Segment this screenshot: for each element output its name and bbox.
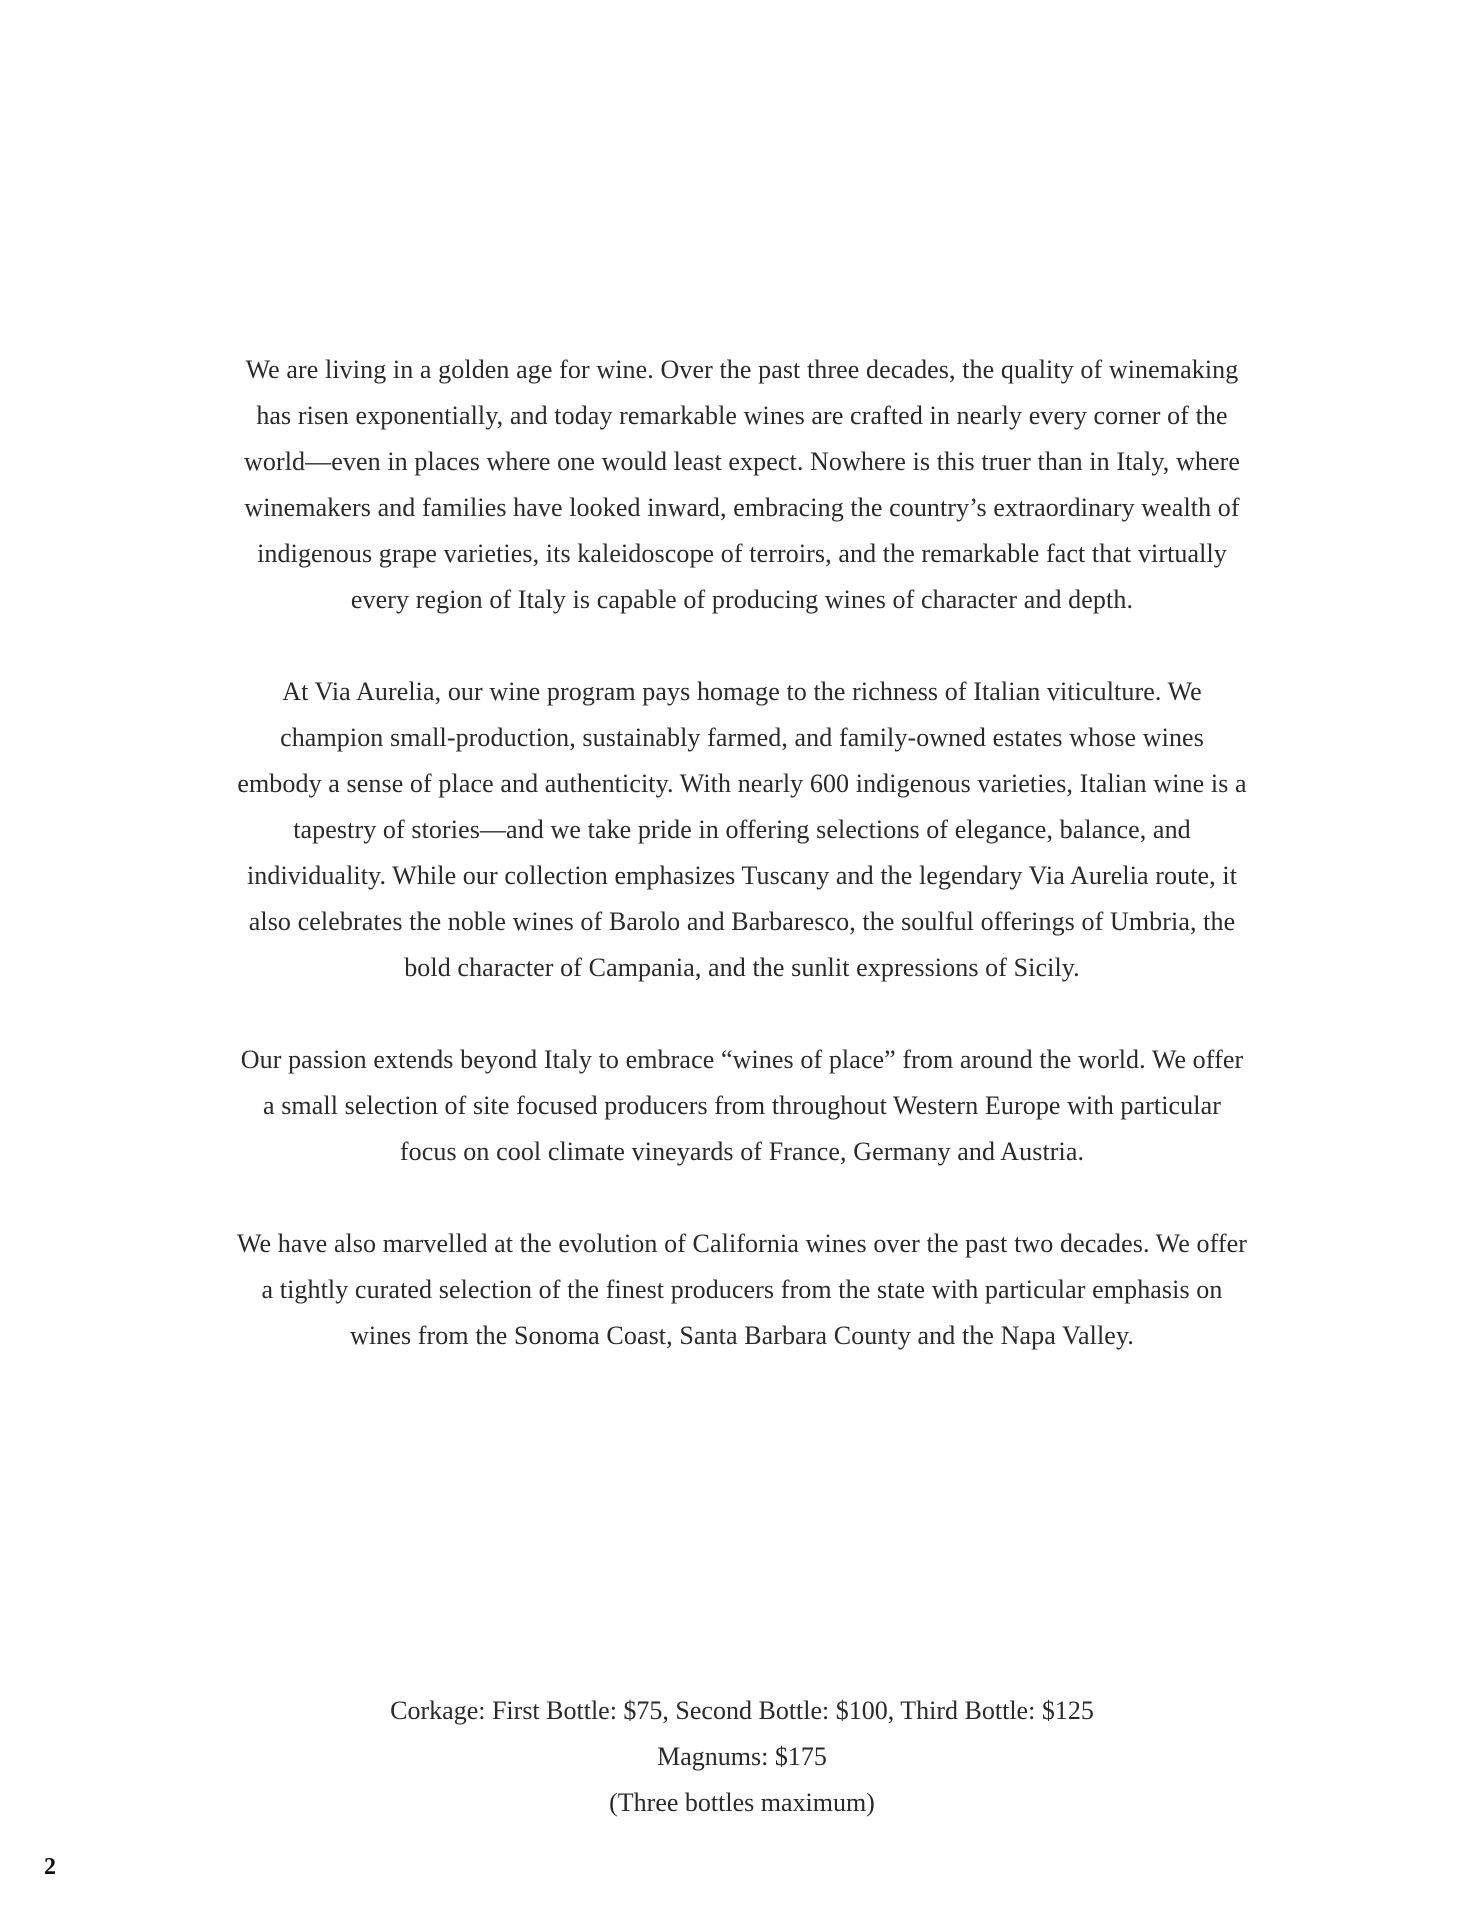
magnum-fee: Magnums: $175 [657,1742,827,1771]
intro-paragraph-wines-of-place: Our passion extends beyond Italy to embrace “wines of place” from around the world. We offer a small selection of site focused producers from throughout Western Europe with particular focus on cool climate vineyards of France, Germany and Austria. [240,1045,1244,1166]
wine-program-intro [235,347,1249,1405]
corkage-fees: Corkage: First Bottle: $75, Second Bottle: $100, Third Bottle: $125 [390,1696,1094,1725]
intro-paragraph-golden-age: We are living in a golden age for wine. Over the past three decades, the quality of winemaking has risen exponentially, and today remarkable wines are crafted in nearly every corner of the world—even in places where one would least expect. Nowhere is this truer than in Italy, where winemakers and families have looked inward, embracing the country’s extraordinary wealth of indigenous grape varieties, its kaleidoscope of terroirs, and the remarkable fact that virtually every region of Italy is capable of producing wines of character and depth. [243,355,1240,614]
bottle-limit-note: (Three bottles maximum) [609,1788,875,1817]
page-number: 2 [44,1854,56,1880]
intro-paragraph-california: We have also marvelled at the evolution of California wines over the past two decades. We offer a tightly curated selection of the finest producers from the state with particular emphasis on wines from the Sonoma Coast, Santa Barbara County and the Napa Valley. [236,1229,1248,1350]
corkage-section [300,1688,1184,1826]
intro-paragraph-via-aurelia: At Via Aurelia, our wine program pays homage to the richness of Italian viticulture. We champion small-production, sustainably farmed, and family-owned estates whose wines embody a sense of place and authenticity. With nearly 600 indigenous varieties, Italian wine is a tapestry of stories—and we take pride in offering selections of elegance, balance, and individuality. While our collection emphasizes Tuscany and the legendary Via Aurelia route, it also celebrates the noble wines of Barolo and Barbaresco, the soulful offerings of Umbria, the bold character of Campania, and the sunlit expressions of Sicily. [237,677,1247,982]
